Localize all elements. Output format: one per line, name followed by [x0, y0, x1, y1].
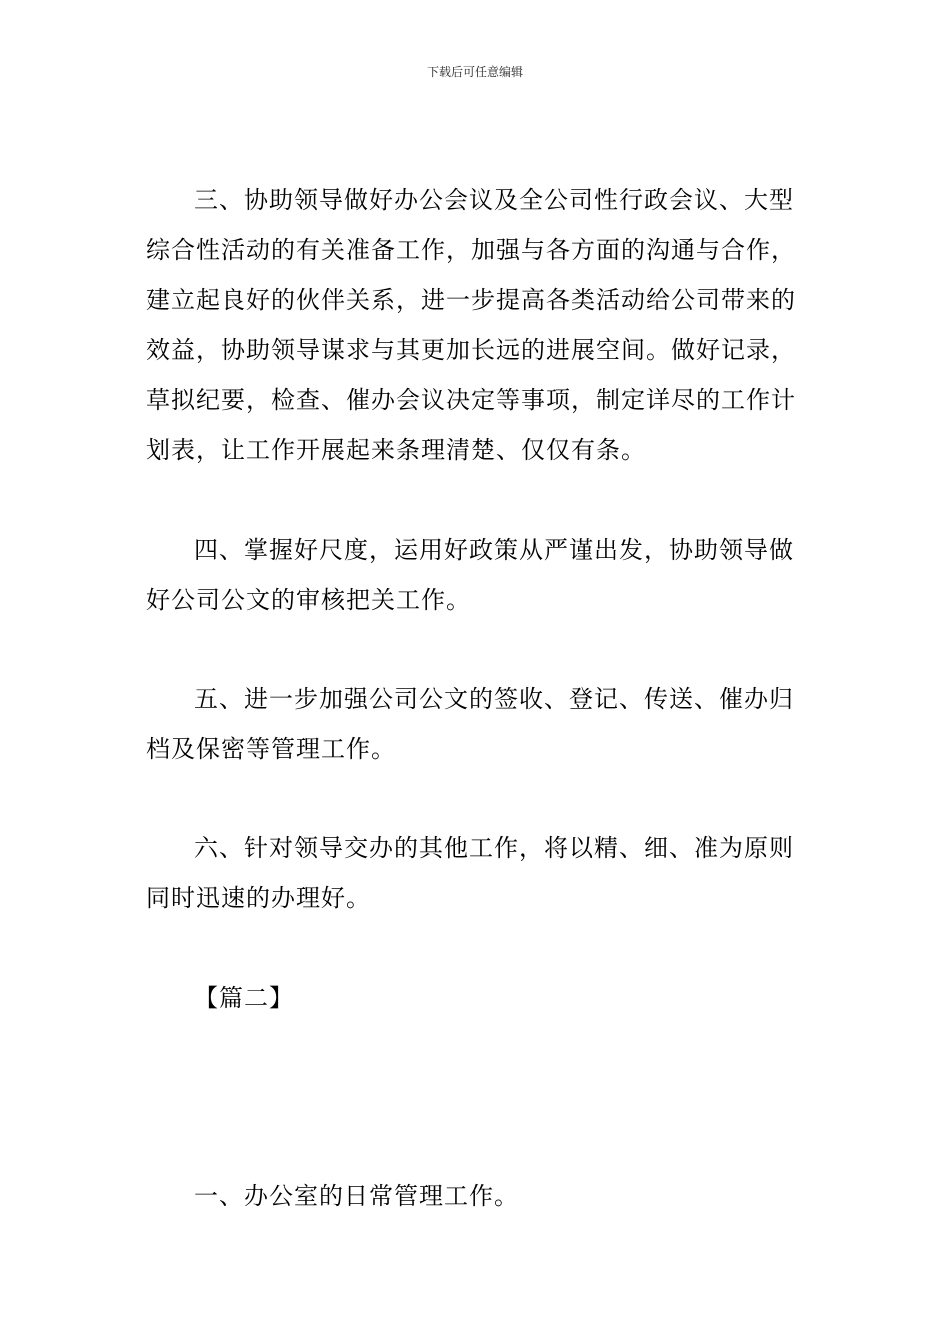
paragraph-section-6: 六、针对领导交办的其他工作，将以精、细、准为原则同时迅速的办理好。 [146, 834, 794, 912]
chapter-heading: 【篇二】 [194, 984, 294, 1012]
page-header: 下载后可任意编辑 [426, 65, 523, 79]
paragraph-section-4: 四、掌握好尺度，运用好政策从严谨出发，协助领导做好公司公文的审核把关工作。 [146, 536, 794, 614]
paragraph-section-3: 三、协助领导做好办公会议及全公司性行政会议、大型综合性活动的有关准备工作，加强与各方面的沟通与合作，建立起良好的伙伴关系，进一步提高各类活动给公司带来的效益，协助领导谋求与其更加长远的进展空间。做好记录，草拟纪要，检查、催办会议决定等事项，制定详尽的工作计划表，让工作开展起来条理清楚、仅仅有条。 [146, 186, 796, 464]
paragraph-section-5: 五、进一步加强公司公文的签收、登记、传送、催办归档及保密等管理工作。 [146, 685, 794, 763]
paragraph-section-1: 一、办公室的日常管理工作。 [194, 1182, 519, 1210]
